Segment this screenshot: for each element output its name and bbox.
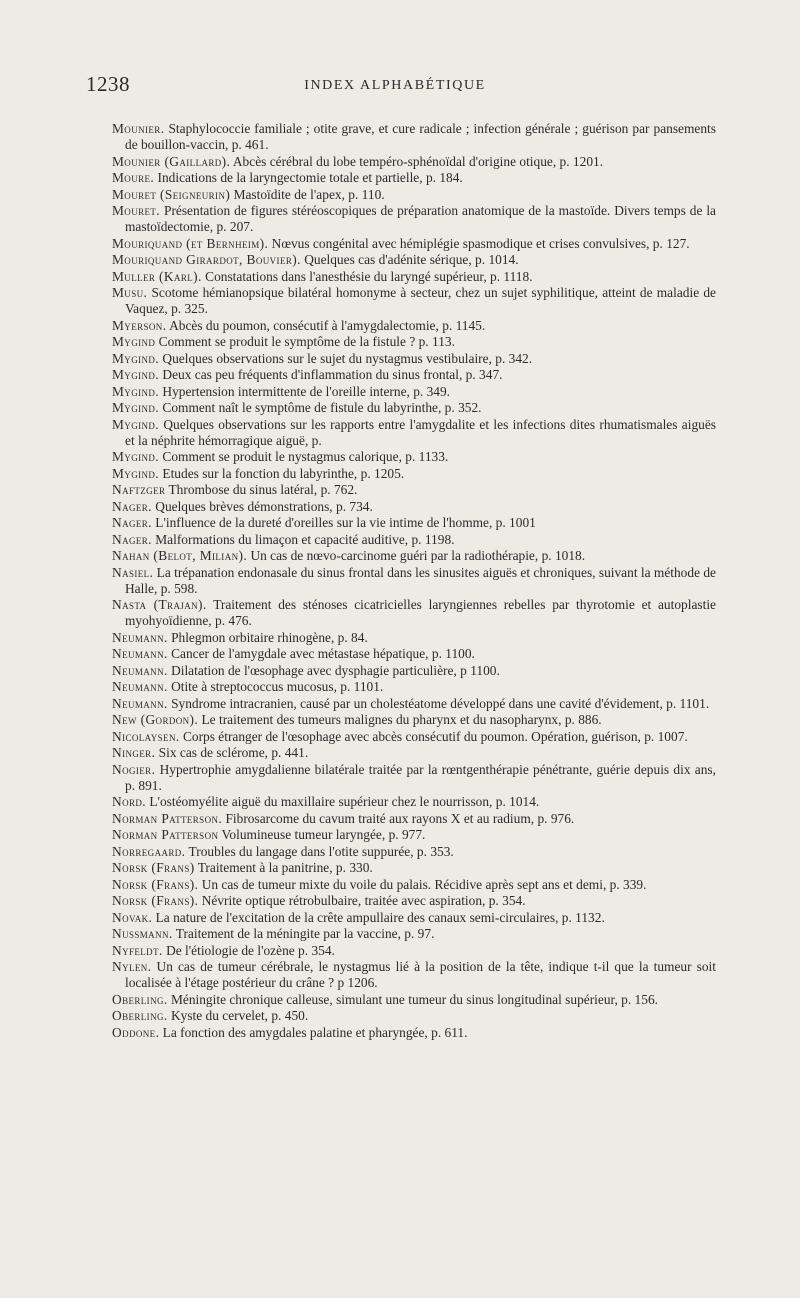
entry-text: Volumineuse tumeur laryngée, p. 977. [218, 827, 426, 842]
entry-author: New (Gordon). [112, 712, 199, 727]
entry-author: Neumann. [112, 662, 168, 678]
entry-text: Constatations dans l'anesthésie du laryngé supérieur, p. 1118. [201, 268, 533, 284]
entry-author: Mouriquand Girardot, Bouvier). [112, 252, 301, 267]
entry-author: Mygind. [112, 449, 160, 464]
entry-text: Quelques observations sur les rapports entre l'amygdalite et les infections dites rhumatismales aiguës et la néphrite hémorragique aiguë, p. [125, 416, 716, 448]
entry-text: Méningite chronique calleuse, simulant une tumeur du sinus longitudinal supérieur, p. 156. [167, 991, 658, 1007]
entry-author: Naftzger [112, 482, 166, 497]
entry-text: Deux cas peu fréquents d'inflammation du sinus frontal, p. 347. [159, 367, 503, 382]
entry-author: Novak. [112, 909, 153, 925]
entry-text: Thrombose du sinus latéral, p. 762. [165, 482, 358, 497]
entry-author: Nord. [112, 794, 147, 809]
entry-author: Muller (Karl). [112, 268, 202, 284]
entry-text: Présentation de figures stéréoscopiques de préparation anatomique de la mastoïde. Divers temps de la mastoïdectomie, p. 207. [125, 203, 716, 234]
entry-text: Indications de la laryngectomie totale et partielle, p. 184. [154, 170, 463, 185]
entry-text: Scotome hémianopsique bilatéral homonyme à secteur, chez un sujet syphilitique, atteint de maladie de Vaquez, p. 325. [125, 285, 716, 316]
index-entry [112, 663, 716, 679]
entry-text: Comment se produit le symptôme de la fistule ? p. 113. [155, 334, 455, 349]
entry-text: Kyste du cervelet, p. 450. [167, 1008, 309, 1023]
entry-author: Nager. [112, 531, 152, 547]
index-entry [112, 170, 716, 186]
entry-text: De l'étiologie de l'ozène p. 354. [162, 942, 335, 958]
entry-text: Traitement à la panitrine, p. 330. [194, 860, 373, 875]
entry-text: Syndrome intracranien, causé par un cholestéatome développé dans une cavité d'évidement, p. 1101. [167, 695, 710, 711]
index-entry [112, 811, 716, 827]
entry-text: Un cas de tumeur cérébrale, le nystagmus lié à la position de la tête, indique t-il que la tumeur soit localisée à l'étage postérieur du crâne ? p 1206. [125, 959, 716, 990]
entry-author: Nylen. [112, 959, 152, 974]
index-entry [112, 565, 716, 597]
index-entry [112, 334, 716, 350]
entry-text: Phlegmon orbitaire rhinogène, p. 84. [167, 629, 368, 645]
entry-author: Norsk (Frans). [112, 893, 199, 908]
index-entry [112, 827, 716, 843]
entry-author: Nicolaysen. [112, 728, 180, 744]
entry-text: Un cas de tumeur mixte du voile du palais. Récidive après sept ans et demi, p. 339. [198, 876, 647, 892]
index-entry [112, 597, 716, 629]
entry-author: Oberling. [112, 1008, 168, 1023]
entry-text: L'influence de la dureté d'oreilles sur la vie intime de l'homme, p. 1001 [151, 515, 536, 530]
entry-text: Malformations du limaçon et capacité auditive, p. 1198. [151, 531, 455, 547]
running-head: INDEX ALPHABÉTIQUE [304, 78, 486, 93]
entry-text: Comment naît le symptôme de fistule du labyrinthe, p. 352. [159, 400, 482, 415]
entry-text: Six cas de sclérome, p. 441. [155, 745, 309, 760]
index-entry [112, 482, 716, 498]
entry-author: Nager. [112, 515, 152, 530]
entry-author: Mygind. [112, 400, 160, 415]
index-entry [112, 844, 716, 860]
index-entry [112, 877, 716, 893]
entry-author: Mygind. [112, 383, 160, 399]
entry-author: Moure. [112, 170, 155, 185]
index-entry [112, 252, 716, 268]
entry-text: Le traitement des tumeurs malignes du pharynx et du nasopharynx, p. 886. [198, 712, 602, 727]
index-entry [112, 417, 716, 449]
index-entry [112, 646, 716, 662]
entry-author: Mouret. [112, 203, 161, 218]
entry-author: Mygind [112, 334, 156, 349]
entry-text: Troubles du langage dans l'otite suppurée, p. 353. [185, 843, 454, 859]
index-entry [112, 384, 716, 400]
index-entry [112, 943, 716, 959]
index-entry [112, 1025, 716, 1041]
entry-author: Nasiel. [112, 564, 154, 580]
index-entry [112, 121, 716, 153]
entry-author: Ninger. [112, 745, 156, 760]
index-entry [112, 203, 716, 235]
entry-text: Un cas de nœvo-carcinome guéri par la radiothérapie, p. 1018. [247, 548, 586, 563]
index-entry [112, 926, 716, 942]
index-entry [112, 466, 716, 482]
entry-author: Norsk (Frans). [112, 876, 199, 892]
entry-text: Traitement des sténoses cicatricielles laryngiennes rebelles par thyrotomie et autoplastie myohyoïdienne, p. 476. [125, 597, 717, 628]
entry-text: Traitement de la méningite par la vaccine, p. 97. [172, 926, 435, 941]
entry-author: Nussmann. [112, 926, 173, 941]
index-entry [112, 269, 716, 285]
entry-author: Nyfeldt. [112, 942, 163, 958]
index-entry [112, 318, 716, 334]
index-entry [112, 630, 716, 646]
entry-text: Nœvus congénital avec hémiplégie spasmodique et crises convulsives, p. 127. [268, 235, 690, 251]
index-entry [112, 187, 716, 203]
entry-text: La nature de l'excitation de la crête ampullaire des canaux semi-circulaires, p. 1132. [152, 909, 605, 925]
entry-author: Mygind. [112, 367, 160, 382]
entry-text: Abcès du poumon, consécutif à l'amygdalectomie, p. 1145. [166, 317, 486, 333]
entry-author: Mygind. [112, 416, 160, 432]
entry-author: Mygind. [112, 465, 160, 481]
entry-author: Oberling. [112, 991, 168, 1007]
index-entry [112, 745, 716, 761]
page-number: 1238 [86, 72, 130, 96]
index-entry [112, 400, 716, 416]
entry-text: Hypertension intermittente de l'oreille interne, p. 349. [159, 383, 451, 399]
index-entries [112, 121, 716, 1041]
entry-author: Norman Patterson. [112, 810, 223, 826]
entry-author: Oddone. [112, 1024, 160, 1040]
entry-author: Musu. [112, 285, 148, 300]
entry-author: Norman Patterson [112, 827, 219, 842]
index-entry [112, 351, 716, 367]
index-entry [112, 794, 716, 810]
entry-text: Mastoïdite de l'apex, p. 110. [230, 186, 385, 202]
index-entry [112, 712, 716, 728]
index-entry [112, 893, 716, 909]
entry-author: Neumann. [112, 629, 168, 645]
entry-author: Mouriquand (et Bernheim). [112, 235, 269, 251]
page-header [86, 72, 704, 102]
entry-text: Comment se produit le nystagmus calorique, p. 1133. [159, 449, 449, 464]
entry-author: Mygind. [112, 350, 160, 366]
entry-text: Corps étranger de l'œsophage avec abcès consécutif du poumon. Opération, guérison, p. 1007. [179, 728, 688, 744]
entry-author: Mounier. [112, 121, 165, 136]
entry-text: Cancer de l'amygdale avec métastase hépatique, p. 1100. [167, 646, 475, 661]
index-entry [112, 762, 716, 794]
entry-author: Nogier. [112, 761, 156, 777]
entry-text: Quelques observations sur le sujet du nystagmus vestibulaire, p. 342. [159, 350, 533, 366]
index-entry [112, 1008, 716, 1024]
index-entry [112, 548, 716, 564]
index-entry [112, 679, 716, 695]
index-entry [112, 992, 716, 1008]
index-entry [112, 532, 716, 548]
entry-author: Neumann. [112, 679, 168, 694]
entry-author: Myerson. [112, 317, 167, 333]
index-entry [112, 515, 716, 531]
entry-author: Nasta (Trajan). [112, 597, 207, 612]
entry-text: Abcès cérébral du lobe tempéro-sphénoïdal d'origine otique, p. 1201. [230, 153, 604, 169]
entry-text: Névrite optique rétrobulbaire, traitée avec aspiration, p. 354. [198, 893, 526, 908]
entry-text: Fibrosarcome du cavum traité aux rayons X et au radium, p. 976. [222, 810, 575, 826]
index-entry [112, 959, 716, 991]
entry-text: Hypertrophie amygdalienne bilatérale traitée par la rœntgenthérapie pénétrante, guérie depuis dix ans, p. 891. [125, 761, 716, 793]
entry-author: Neumann. [112, 695, 168, 711]
index-entry [112, 910, 716, 926]
entry-text: L'ostéomyélite aiguë du maxillaire supérieur chez le nourrisson, p. 1014. [146, 794, 540, 809]
entry-author: Neumann. [112, 646, 168, 661]
index-entry [112, 860, 716, 876]
index-entry [112, 236, 716, 252]
entry-text: Staphylococcie familiale ; otite grave, et cure radicale ; infection générale ; guérison par pansements de bouillon-vaccin, p. 461. [125, 121, 716, 152]
entry-text: La trépanation endonasale du sinus frontal dans les sinusites aiguës et chroniques, suivant la méthode de Halle, p. 598. [125, 564, 716, 596]
index-entry [112, 285, 716, 317]
index-entry [112, 696, 716, 712]
entry-author: Nahan (Belot, Milian). [112, 548, 248, 563]
entry-text: Quelques brèves démonstrations, p. 734. [151, 498, 373, 514]
entry-author: Mounier (Gaillard). [112, 153, 231, 169]
entry-text: Quelques cas d'adénite sérique, p. 1014. [300, 252, 519, 267]
entry-author: Nager. [112, 498, 152, 514]
entry-author: Norsk (Frans) [112, 860, 195, 875]
index-entry [112, 154, 716, 170]
entry-author: Norregaard. [112, 843, 186, 859]
entry-text: Dilatation de l'œsophage avec dysphagie particulière, p 1100. [167, 662, 500, 678]
index-entry [112, 729, 716, 745]
index-entry [112, 367, 716, 383]
index-entry [112, 449, 716, 465]
entry-text: Etudes sur la fonction du labyrinthe, p. 1205. [159, 465, 405, 481]
entry-text: La fonction des amygdales palatine et pharyngée, p. 611. [159, 1024, 468, 1040]
entry-text: Otite à streptococcus mucosus, p. 1101. [167, 679, 384, 694]
index-entry [112, 499, 716, 515]
entry-author: Mouret (Seigneurin) [112, 186, 231, 202]
